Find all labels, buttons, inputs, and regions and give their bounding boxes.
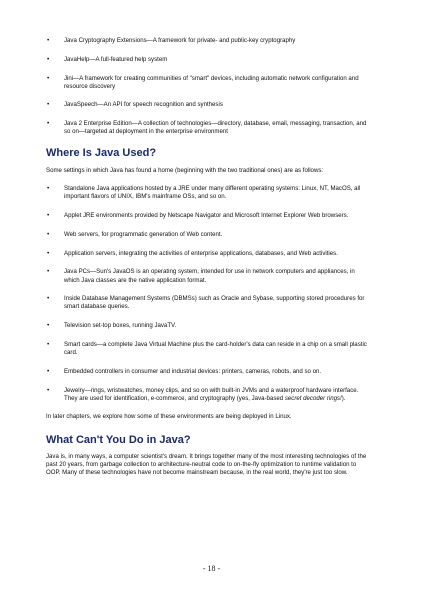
- list-item: • Embedded controllers in consumer and industrial devices: printers, cameras, robots, and so on.: [46, 368, 368, 376]
- body-paragraph: Java is, in many ways, a computer scientist's dream. It brings together many of the most interesting technologies of the past 20 years, from garbage collection to architecture-neutral code to on-the-fly optimization to runtime validation to OOP. Many of these technologies have not become mainstream because, in the real world, they're just too slow.: [46, 452, 367, 476]
- list-item: • Java Cryptography Extensions—A framework for private- and public-key cryptography: [46, 37, 368, 45]
- list-item: • Inside Database Management Systems (DBMSs) such as Oracle and Sybase, supporting stored procedures for smart database queries.: [46, 295, 368, 311]
- list-item-jewelry: [46, 387, 368, 403]
- list-item: • Java PCs—Sun's JavaOS is an operating system, intended for use in network computers and appliances, in which Java classes are the native application format.: [46, 268, 368, 284]
- section-heading-where-used: Where Is Java Used?: [46, 147, 157, 160]
- list-item: • Standalone Java applications hosted by a JRE under many different operating systems: Linux, NT, MacOS, all important flavors of UNIX, IBM's mainframe OSs, and so on.: [46, 185, 368, 201]
- list-item: • JavaSpeech—An API for speech recognition and synthesis: [46, 101, 368, 109]
- page-number: - 18 -: [202, 564, 221, 573]
- section-intro-paragraph: Some settings in which Java has found a home (beginning with the two traditional ones) are as follows:: [46, 167, 324, 175]
- page-content: [46, 37, 368, 477]
- jewelry-end: ).: [341, 394, 346, 402]
- usage-list: [46, 185, 368, 403]
- list-item: • Applet JRE environments provided by Netscape Navigator and Microsoft Internet Explorer Web browsers.: [46, 212, 368, 220]
- list-item: • Smart cards—a complete Java Virtual Machine plus the card-holder's data can reside in a chip on a small plastic card.: [46, 341, 368, 357]
- jewelry-text: Jewelry—rings, wristwatches, money clips, and so on with built-in JVMs and a waterproof hardware interface. They are used for identification, e-commerce, and cryptography (yes, Java-based: [64, 386, 359, 402]
- technology-list: [46, 37, 368, 136]
- list-item: • Java 2 Enterprise Edition—A collection of technologies—directory, database, email, messaging, transaction, and so on—targeted at deployment in the enterprise environment: [46, 120, 368, 136]
- list-item: • Jini—A framework for creating communities of "smart" devices, including automatic network configuration and resource discovery: [46, 75, 368, 91]
- list-item: • JavaHelp—A full-featured help system: [46, 56, 368, 64]
- list-item: • Application servers, integrating the activities of enterprise applications, databases, and Web activities.: [46, 250, 368, 258]
- jewelry-emphasis: secret decoder rings!: [284, 394, 342, 402]
- closing-paragraph: In later chapters, we explore how some of these environments are being deployed in Linux.: [46, 413, 292, 421]
- section-heading-cant-do: What Can't You Do in Java?: [46, 433, 191, 446]
- list-item: • Television set-top boxes, running JavaTV.: [46, 322, 368, 330]
- list-item: • Web servers, for programmatic generation of Web content.: [46, 231, 368, 239]
